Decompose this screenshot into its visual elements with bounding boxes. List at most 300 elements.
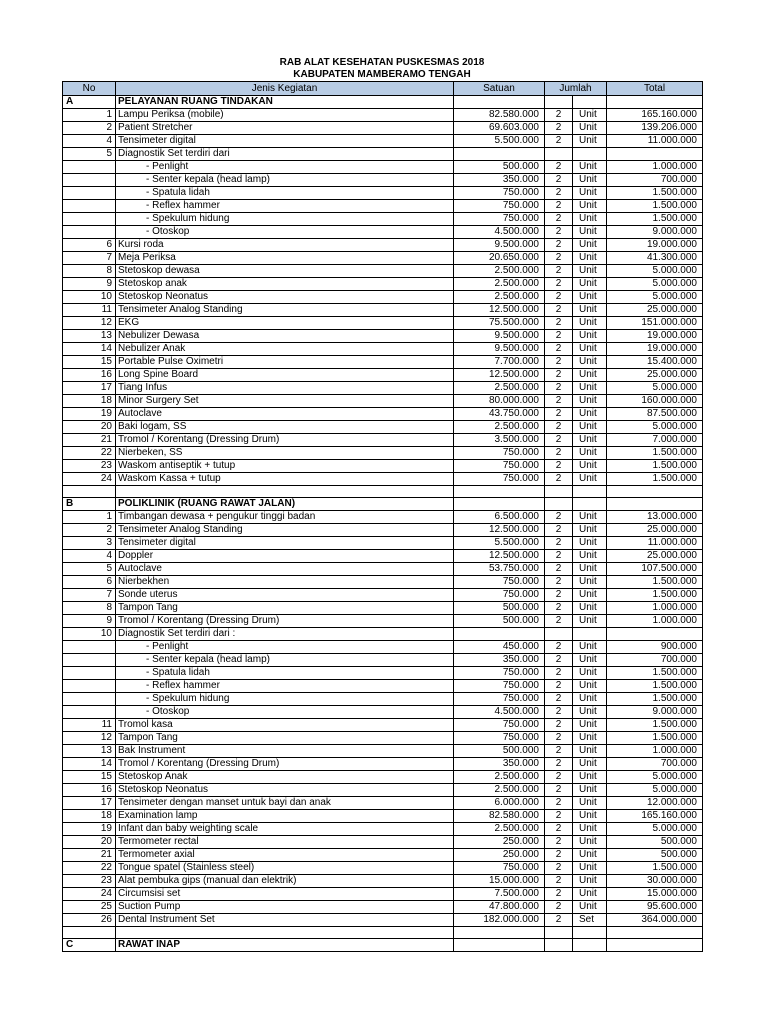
cell-total xyxy=(607,498,703,511)
cell-unit: Unit xyxy=(573,797,607,810)
cell-satuan: 750.000 xyxy=(454,862,545,875)
cell-qty: 2 xyxy=(545,524,573,537)
cell-satuan: 80.000.000 xyxy=(454,395,545,408)
cell-satuan: 15.000.000 xyxy=(454,875,545,888)
cell-total xyxy=(607,939,703,952)
cell-total: 500.000 xyxy=(607,849,703,862)
cell-qty: 2 xyxy=(545,161,573,174)
table-row xyxy=(63,252,703,265)
cell-unit: Unit xyxy=(573,135,607,148)
cell-qty xyxy=(545,486,573,498)
cell-total: 19.000.000 xyxy=(607,343,703,356)
cell-name: Doppler xyxy=(116,550,454,563)
header-jumlah: Jumlah xyxy=(545,82,607,96)
cell-unit: Unit xyxy=(573,524,607,537)
cell-qty: 2 xyxy=(545,758,573,771)
cell-total: 900.000 xyxy=(607,641,703,654)
cell-satuan: 12.500.000 xyxy=(454,304,545,317)
cell-qty: 2 xyxy=(545,537,573,550)
cell-unit: Unit xyxy=(573,460,607,473)
cell-satuan: 6.000.000 xyxy=(454,797,545,810)
table-row xyxy=(63,563,703,576)
cell-qty: 2 xyxy=(545,719,573,732)
cell-unit xyxy=(573,96,607,109)
cell-qty: 2 xyxy=(545,797,573,810)
cell-satuan: 750.000 xyxy=(454,667,545,680)
header-satuan: Satuan xyxy=(454,82,545,96)
cell-no: 15 xyxy=(63,771,116,784)
cell-qty: 2 xyxy=(545,226,573,239)
cell-satuan xyxy=(454,148,545,161)
cell-satuan: 350.000 xyxy=(454,654,545,667)
cell-unit: Unit xyxy=(573,252,607,265)
table-row xyxy=(63,291,703,304)
cell-satuan: 750.000 xyxy=(454,187,545,200)
cell-no xyxy=(63,486,116,498)
cell-name: Tampon Tang xyxy=(116,602,454,615)
cell-total: 9.000.000 xyxy=(607,226,703,239)
cell-name: Examination lamp xyxy=(116,810,454,823)
cell-qty: 2 xyxy=(545,291,573,304)
table-row xyxy=(63,836,703,849)
cell-total xyxy=(607,628,703,641)
cell-name: PELAYANAN RUANG TINDAKAN xyxy=(116,96,454,109)
cell-name: Tromol / Korentang (Dressing Drum) xyxy=(116,758,454,771)
cell-satuan: 7.700.000 xyxy=(454,356,545,369)
cell-total: 5.000.000 xyxy=(607,823,703,836)
cell-name: Waskom Kassa + tutup xyxy=(116,473,454,486)
cell-unit: Unit xyxy=(573,330,607,343)
cell-total: 11.000.000 xyxy=(607,135,703,148)
cell-total: 1.500.000 xyxy=(607,460,703,473)
cell-satuan: 2.500.000 xyxy=(454,382,545,395)
cell-satuan: 43.750.000 xyxy=(454,408,545,421)
cell-name: Timbangan dewasa + pengukur tinggi badan xyxy=(116,511,454,524)
cell-satuan: 4.500.000 xyxy=(454,226,545,239)
cell-qty: 2 xyxy=(545,615,573,628)
cell-unit: Unit xyxy=(573,109,607,122)
cell-total: 1.500.000 xyxy=(607,447,703,460)
cell-total: 12.000.000 xyxy=(607,797,703,810)
table-row xyxy=(63,875,703,888)
cell-satuan: 7.500.000 xyxy=(454,888,545,901)
cell-total: 1.500.000 xyxy=(607,187,703,200)
cell-no: 5 xyxy=(63,563,116,576)
cell-name: Autoclave xyxy=(116,563,454,576)
cell-qty: 2 xyxy=(545,408,573,421)
cell-total: 1.500.000 xyxy=(607,862,703,875)
cell-unit: Unit xyxy=(573,161,607,174)
cell-unit: Unit xyxy=(573,434,607,447)
cell-no: 16 xyxy=(63,784,116,797)
cell-no: 14 xyxy=(63,343,116,356)
cell-satuan: 12.500.000 xyxy=(454,369,545,382)
cell-name: - Spekulum hidung xyxy=(116,693,454,706)
cell-unit: Unit xyxy=(573,654,607,667)
cell-unit: Unit xyxy=(573,291,607,304)
cell-unit: Unit xyxy=(573,888,607,901)
cell-no: 4 xyxy=(63,550,116,563)
cell-total: 1.500.000 xyxy=(607,680,703,693)
cell-unit: Unit xyxy=(573,213,607,226)
cell-name xyxy=(116,927,454,939)
table-row xyxy=(63,304,703,317)
cell-unit xyxy=(573,486,607,498)
cell-name: - Senter kepala (head lamp) xyxy=(116,654,454,667)
cell-qty: 2 xyxy=(545,901,573,914)
cell-name: Tiang Infus xyxy=(116,382,454,395)
table-row xyxy=(63,849,703,862)
cell-name: Stetoskop Anak xyxy=(116,771,454,784)
cell-total: 165.160.000 xyxy=(607,810,703,823)
header-no: No xyxy=(63,82,116,96)
cell-total: 165.160.000 xyxy=(607,109,703,122)
cell-satuan: 350.000 xyxy=(454,758,545,771)
table-row xyxy=(63,784,703,797)
cell-total: 364.000.000 xyxy=(607,914,703,927)
cell-qty: 2 xyxy=(545,434,573,447)
cell-no: 4 xyxy=(63,135,116,148)
cell-unit: Unit xyxy=(573,901,607,914)
cell-unit: Unit xyxy=(573,563,607,576)
cell-total xyxy=(607,148,703,161)
cell-satuan: 2.500.000 xyxy=(454,823,545,836)
cell-unit: Unit xyxy=(573,680,607,693)
cell-name: Stetoskop Neonatus xyxy=(116,784,454,797)
budget-table xyxy=(62,81,703,952)
cell-satuan: 750.000 xyxy=(454,693,545,706)
header-total: Total xyxy=(607,82,703,96)
cell-satuan xyxy=(454,96,545,109)
cell-no: 25 xyxy=(63,901,116,914)
cell-satuan: 750.000 xyxy=(454,200,545,213)
table-row xyxy=(63,356,703,369)
cell-no: 17 xyxy=(63,797,116,810)
cell-unit: Unit xyxy=(573,395,607,408)
table-row xyxy=(63,317,703,330)
cell-total: 19.000.000 xyxy=(607,239,703,252)
cell-qty xyxy=(545,498,573,511)
cell-no xyxy=(63,200,116,213)
cell-name: - Reflex hammer xyxy=(116,680,454,693)
cell-name: - Reflex hammer xyxy=(116,200,454,213)
cell-qty: 2 xyxy=(545,122,573,135)
cell-qty: 2 xyxy=(545,771,573,784)
cell-qty: 2 xyxy=(545,849,573,862)
cell-unit: Unit xyxy=(573,537,607,550)
cell-qty: 2 xyxy=(545,836,573,849)
cell-no xyxy=(63,680,116,693)
cell-name: Autoclave xyxy=(116,408,454,421)
cell-total: 7.000.000 xyxy=(607,434,703,447)
document-title: RAB ALAT KESEHATAN PUSKESMAS 2018 xyxy=(279,57,485,68)
cell-no: 9 xyxy=(63,278,116,291)
table-row xyxy=(63,667,703,680)
cell-qty: 2 xyxy=(545,473,573,486)
cell-no: 13 xyxy=(63,330,116,343)
cell-no: 18 xyxy=(63,810,116,823)
cell-name: - Otoskop xyxy=(116,226,454,239)
cell-no: 19 xyxy=(63,823,116,836)
cell-name: EKG xyxy=(116,317,454,330)
cell-qty: 2 xyxy=(545,304,573,317)
cell-satuan: 182.000.000 xyxy=(454,914,545,927)
table-row xyxy=(63,460,703,473)
cell-no: 2 xyxy=(63,122,116,135)
cell-qty: 2 xyxy=(545,369,573,382)
cell-name: POLIKLINIK (RUANG RAWAT JALAN) xyxy=(116,498,454,511)
cell-unit: Unit xyxy=(573,745,607,758)
cell-no: 6 xyxy=(63,576,116,589)
cell-name: Tensimeter digital xyxy=(116,537,454,550)
cell-satuan: 82.580.000 xyxy=(454,810,545,823)
cell-no: 7 xyxy=(63,252,116,265)
cell-satuan xyxy=(454,927,545,939)
table-row xyxy=(63,226,703,239)
cell-satuan: 500.000 xyxy=(454,602,545,615)
table-row xyxy=(63,408,703,421)
cell-total: 1.500.000 xyxy=(607,589,703,602)
header-name: Jenis Kegiatan xyxy=(116,82,454,96)
cell-total: 700.000 xyxy=(607,654,703,667)
cell-qty: 2 xyxy=(545,252,573,265)
cell-total: 15.400.000 xyxy=(607,356,703,369)
cell-unit: Unit xyxy=(573,200,607,213)
cell-qty: 2 xyxy=(545,239,573,252)
cell-qty: 2 xyxy=(545,706,573,719)
cell-total: 1.000.000 xyxy=(607,602,703,615)
cell-unit: Unit xyxy=(573,641,607,654)
cell-no: 11 xyxy=(63,304,116,317)
cell-qty xyxy=(545,628,573,641)
cell-qty: 2 xyxy=(545,135,573,148)
cell-satuan: 53.750.000 xyxy=(454,563,545,576)
cell-no: 21 xyxy=(63,849,116,862)
cell-unit: Unit xyxy=(573,836,607,849)
cell-unit xyxy=(573,498,607,511)
cell-no: 1 xyxy=(63,511,116,524)
table-row xyxy=(63,550,703,563)
table-row xyxy=(63,654,703,667)
table-row xyxy=(63,615,703,628)
cell-satuan: 750.000 xyxy=(454,732,545,745)
cell-qty: 2 xyxy=(545,862,573,875)
cell-total: 107.500.000 xyxy=(607,563,703,576)
cell-total: 1.500.000 xyxy=(607,719,703,732)
cell-no: 11 xyxy=(63,719,116,732)
cell-qty: 2 xyxy=(545,187,573,200)
cell-total xyxy=(607,96,703,109)
cell-qty: 2 xyxy=(545,563,573,576)
cell-unit xyxy=(573,628,607,641)
cell-no: 23 xyxy=(63,875,116,888)
cell-qty: 2 xyxy=(545,395,573,408)
cell-unit: Unit xyxy=(573,174,607,187)
cell-unit: Unit xyxy=(573,265,607,278)
cell-unit: Unit xyxy=(573,602,607,615)
table-row xyxy=(63,602,703,615)
cell-total: 25.000.000 xyxy=(607,550,703,563)
table-row xyxy=(63,382,703,395)
cell-name: Sonde uterus xyxy=(116,589,454,602)
cell-total xyxy=(607,927,703,939)
cell-unit: Unit xyxy=(573,408,607,421)
cell-total: 5.000.000 xyxy=(607,421,703,434)
table-row xyxy=(63,719,703,732)
cell-qty xyxy=(545,927,573,939)
cell-name: - Otoskop xyxy=(116,706,454,719)
cell-satuan: 20.650.000 xyxy=(454,252,545,265)
table-row xyxy=(63,823,703,836)
cell-unit: Unit xyxy=(573,382,607,395)
cell-qty: 2 xyxy=(545,693,573,706)
cell-satuan: 250.000 xyxy=(454,836,545,849)
cell-no: 15 xyxy=(63,356,116,369)
cell-qty: 2 xyxy=(545,356,573,369)
cell-total: 11.000.000 xyxy=(607,537,703,550)
table-row xyxy=(63,369,703,382)
cell-qty: 2 xyxy=(545,888,573,901)
cell-qty: 2 xyxy=(545,875,573,888)
section-row xyxy=(63,498,703,511)
cell-name: Tromol / Korentang (Dressing Drum) xyxy=(116,434,454,447)
cell-name: Portable Pulse Oximetri xyxy=(116,356,454,369)
cell-qty: 2 xyxy=(545,641,573,654)
table-row xyxy=(63,135,703,148)
cell-name: - Spatula lidah xyxy=(116,667,454,680)
table-row xyxy=(63,200,703,213)
cell-no: 3 xyxy=(63,537,116,550)
cell-unit: Unit xyxy=(573,447,607,460)
cell-unit: Unit xyxy=(573,343,607,356)
table-row xyxy=(63,732,703,745)
cell-name: RAWAT INAP xyxy=(116,939,454,952)
cell-name: Kursi roda xyxy=(116,239,454,252)
cell-no: A xyxy=(63,96,116,109)
cell-no: 10 xyxy=(63,628,116,641)
cell-name: Tensimeter Analog Standing xyxy=(116,524,454,537)
table-row xyxy=(63,421,703,434)
cell-unit: Unit xyxy=(573,862,607,875)
cell-qty: 2 xyxy=(545,511,573,524)
cell-name: Meja Periksa xyxy=(116,252,454,265)
cell-total: 25.000.000 xyxy=(607,524,703,537)
cell-name: Tromol / Korentang (Dressing Drum) xyxy=(116,615,454,628)
cell-satuan: 750.000 xyxy=(454,447,545,460)
table-row xyxy=(63,473,703,486)
cell-total: 5.000.000 xyxy=(607,771,703,784)
cell-no: 1 xyxy=(63,109,116,122)
cell-unit: Unit xyxy=(573,784,607,797)
table-row xyxy=(63,109,703,122)
cell-unit: Unit xyxy=(573,473,607,486)
cell-qty: 2 xyxy=(545,174,573,187)
table-row xyxy=(63,576,703,589)
cell-satuan: 750.000 xyxy=(454,213,545,226)
cell-unit: Unit xyxy=(573,732,607,745)
cell-total: 30.000.000 xyxy=(607,875,703,888)
cell-satuan: 69.603.000 xyxy=(454,122,545,135)
cell-total: 1.500.000 xyxy=(607,473,703,486)
cell-total xyxy=(607,486,703,498)
cell-no: 12 xyxy=(63,732,116,745)
cell-total: 1.500.000 xyxy=(607,200,703,213)
cell-no: 10 xyxy=(63,291,116,304)
cell-total: 1.500.000 xyxy=(607,732,703,745)
cell-name: Waskom antiseptik + tutup xyxy=(116,460,454,473)
cell-unit: Unit xyxy=(573,875,607,888)
table-row xyxy=(63,888,703,901)
cell-no: 2 xyxy=(63,524,116,537)
cell-name: Baki logam, SS xyxy=(116,421,454,434)
cell-unit: Unit xyxy=(573,576,607,589)
table-header-row xyxy=(63,82,703,96)
cell-satuan: 450.000 xyxy=(454,641,545,654)
table-row xyxy=(63,628,703,641)
cell-unit: Unit xyxy=(573,693,607,706)
cell-total: 151.000.000 xyxy=(607,317,703,330)
cell-total: 25.000.000 xyxy=(607,304,703,317)
cell-total: 87.500.000 xyxy=(607,408,703,421)
cell-satuan: 750.000 xyxy=(454,473,545,486)
cell-satuan: 5.500.000 xyxy=(454,135,545,148)
cell-no: 20 xyxy=(63,836,116,849)
cell-no: 22 xyxy=(63,447,116,460)
cell-no xyxy=(63,927,116,939)
cell-qty: 2 xyxy=(545,602,573,615)
cell-no: B xyxy=(63,498,116,511)
cell-total: 1.500.000 xyxy=(607,693,703,706)
cell-no: 5 xyxy=(63,148,116,161)
section-row xyxy=(63,96,703,109)
cell-total: 5.000.000 xyxy=(607,784,703,797)
cell-total: 5.000.000 xyxy=(607,278,703,291)
cell-unit: Set xyxy=(573,914,607,927)
table-row xyxy=(63,810,703,823)
cell-name: - Penlight xyxy=(116,161,454,174)
cell-unit: Unit xyxy=(573,226,607,239)
cell-satuan: 3.500.000 xyxy=(454,434,545,447)
cell-total: 139.206.000 xyxy=(607,122,703,135)
cell-unit xyxy=(573,927,607,939)
cell-unit: Unit xyxy=(573,356,607,369)
cell-qty: 2 xyxy=(545,654,573,667)
cell-satuan: 2.500.000 xyxy=(454,771,545,784)
cell-satuan: 750.000 xyxy=(454,460,545,473)
cell-total: 1.500.000 xyxy=(607,213,703,226)
table-row xyxy=(63,161,703,174)
table-row xyxy=(63,641,703,654)
table-row xyxy=(63,122,703,135)
cell-satuan: 500.000 xyxy=(454,161,545,174)
cell-qty: 2 xyxy=(545,317,573,330)
cell-qty: 2 xyxy=(545,200,573,213)
cell-total: 13.000.000 xyxy=(607,511,703,524)
cell-name: Nierbekhen xyxy=(116,576,454,589)
cell-satuan: 2.500.000 xyxy=(454,278,545,291)
cell-unit: Unit xyxy=(573,550,607,563)
cell-no: 8 xyxy=(63,602,116,615)
cell-no xyxy=(63,213,116,226)
cell-total: 5.000.000 xyxy=(607,291,703,304)
cell-satuan: 750.000 xyxy=(454,680,545,693)
cell-no xyxy=(63,641,116,654)
cell-name: Tensimeter digital xyxy=(116,135,454,148)
cell-satuan: 2.500.000 xyxy=(454,784,545,797)
cell-name: Long Spine Board xyxy=(116,369,454,382)
cell-total: 15.000.000 xyxy=(607,888,703,901)
table-row xyxy=(63,537,703,550)
